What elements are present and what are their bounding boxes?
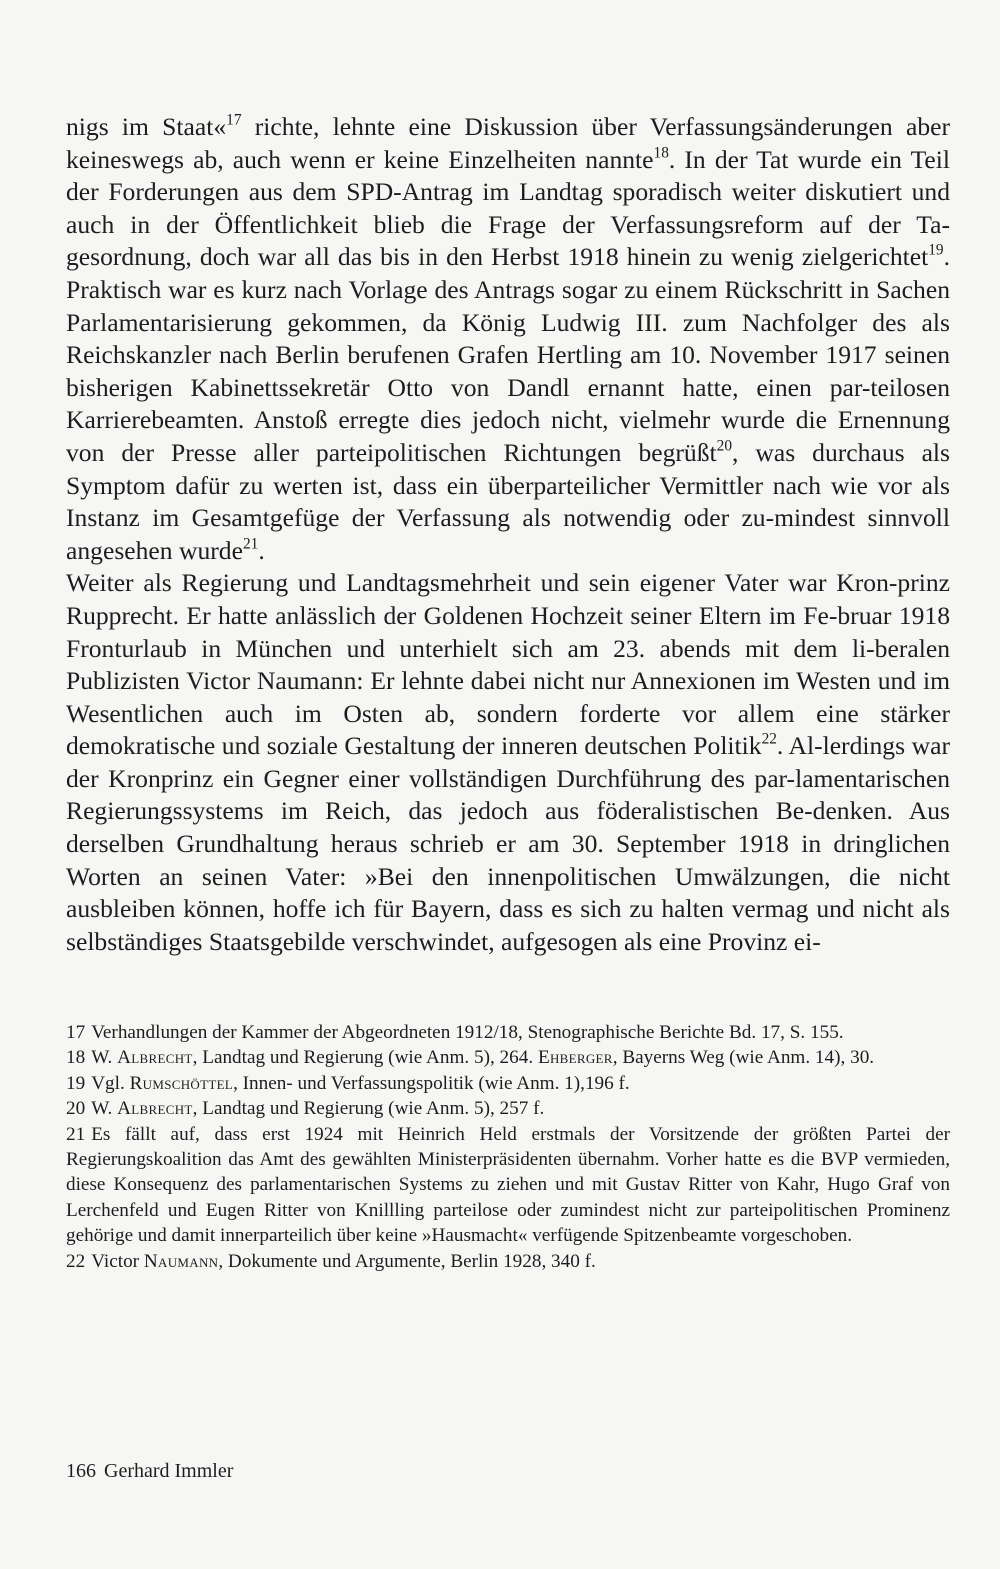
page-number: 166 <box>66 1460 96 1482</box>
paragraph-2: Weiter als Regierung und Landtagsmehrheit und sein eigener Vater war Kron-prinz Rupprecht. Er hatte anlässlich der Goldenen Hochzeit seiner Eltern im Fe-bruar 1918 Fronturlaub in München und unterhielt sich am 23. abends mit dem li-beralen Publizisten Victor Naumann: Er lehnte dabei nicht nur Annexionen im Westen und im Wesentlichen auch im Osten ab, sondern forderte vor allem eine stärker demokratische und soziale Gestaltung der inneren deutschen Politik$^{22}$. Al-lerdings war der Kronprinz ein Gegner einer vollständigen Durchführung des par-lamentarischen Regierungssystems im Reich, das jedoch aus föderalistischen Be-denken. Aus derselben Grundhaltung heraus schrieb er am 30. September 1918 in dringlichen Worten an seinen Vater: »Bei den innenpolitischen Umwälzungen, die nicht ausbleiben können, hoffe ich für Bayern, dass es sich zu halten vermag und nicht als selbständiges Staatsgebilde verschwindet, aufgesogen als eine Provinz ei- <box>66 568 950 956</box>
running-author: Gerhard Immler <box>104 1460 234 1482</box>
footnote-21: 21 Es fällt auf, dass erst 1924 mit Heinrich Held erstmals der Vorsitzende der größten Partei der Regierungskoalition das Amt des gewählten Ministerpräsidenten übernahm. Vorher hatte es die BVP vermieden, diese Konsequenz des parlamentarischen Systems zu ziehen und mit Gustav Ritter von Kahr, Hugo Graf von Lerchenfeld und Eugen Ritter von Knillling parteilose oder zumindest nicht zur parteipolitischen Prominenz gehörige und damit innerparteilich über keine »Hausmacht« verfügende Spitzenbeamte vorgeschoben. <box>66 1123 950 1247</box>
footnote-ref-17: 17 <box>226 111 242 129</box>
main-text <box>66 111 950 958</box>
footnote-ref-22: 22 <box>761 730 777 748</box>
footnote-ref-21: 21 <box>242 534 259 552</box>
footnote-18: 18 W. Albrecht, Landtag und Regierung (wie Anm. 5), 264. Ehberger, Bayerns Weg (wie Anm. 14), 30. <box>66 1047 875 1069</box>
footnote-ref-18: 18 <box>653 143 669 161</box>
page-footer <box>66 1460 233 1483</box>
footnote-ref-19: 19 <box>928 241 944 259</box>
paragraph-1: nigs im Staat«$^{17}$ richte, lehnte eine Diskussion über Verfassungsänderungen aber keineswegs ab, auch wenn er keine Einzelheiten nannte$^{18}$. In der Tat wurde ein Teil der Forderungen aus dem SPD-Antrag im Landtag sporadisch weiter diskutiert und auch in der Öffentlichkeit blieb die Frage der Verfassungsreform auf der Ta-gesordnung, doch war all das bis in den Herbst 1918 hinein zu wenig zielgerichtet$^{19}$. Praktisch war es kurz nach Vorlage des Antrags sogar zu einem Rückschritt in Sachen Parlamentarisierung gekommen, da König Ludwig III. zum Nachfolger des als Reichskanzler nach Berlin berufenen Grafen Hertling am 10. November 1917 seinen bisherigen Kabinettssekretär Otto von Dandl ernannt hatte, einen par-teilosen Karrierebeamten. Anstoß erregte dies jedoch nicht, vielmehr wurde die Ernennung von der Presse aller parteipolitischen Richtungen begrüßt$^{20}$, was durchaus als Symptom dafür zu werten ist, dass ein überparteilicher Vermittler nach wie vor als Instanz im Gesamtgefüge der Verfassung als notwendig oder zu-mindest sinnvoll angesehen wurde$^{21}$. <box>66 111 950 565</box>
footnote-19: 19 Vgl. Rumschöttel, Innen- und Verfassungspolitik (wie Anm. 1),196 f. <box>66 1072 630 1094</box>
footnote-17: 17 Verhandlungen der Kammer der Abgeordneten 1912/18, Stenographische Berichte Bd. 17, S. 155. <box>66 1022 844 1043</box>
footnote-20: 20 W. Albrecht, Landtag und Regierung (wie Anm. 5), 257 f. <box>66 1098 545 1120</box>
footnote-ref-20: 20 <box>716 437 732 455</box>
footnote-22: 22 Victor Naumann, Dokumente und Argumente, Berlin 1928, 340 f. <box>66 1250 596 1272</box>
footnotes <box>66 1020 950 1274</box>
